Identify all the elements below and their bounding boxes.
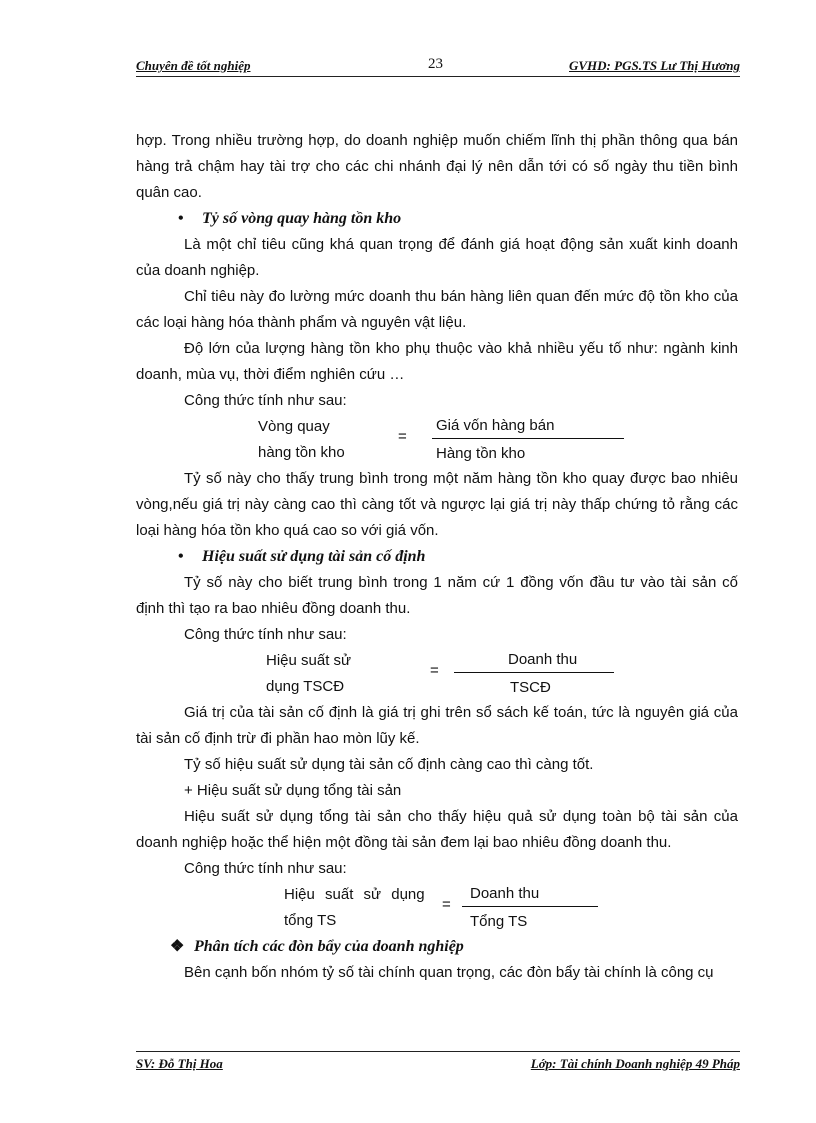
paragraph: Chỉ tiêu này đo lường mức doanh thu bán hàng liên quan đến mức độ tồn kho của các loại hàng hóa thành phẩm và nguyên vật liệu. (136, 288, 738, 331)
formula-inventory-turnover (136, 414, 738, 466)
formula-total-asset-efficiency (136, 882, 738, 934)
formula-left-line1: Hiệu suất sử dụng (284, 886, 425, 903)
formula-denominator: Hàng tồn kho (436, 445, 526, 462)
page-header (136, 56, 740, 77)
fraction-bar (432, 438, 624, 439)
diamond-bullet-icon: ❖ (170, 938, 185, 955)
footer-student: SV: Đỗ Thị Hoa (136, 1056, 223, 1071)
section-heading: • Hiệu suất sử dụng tài sản cố định (136, 544, 738, 570)
paragraph: Giá trị của tài sản cố định là giá trị ghi trên sổ sách kế toán, tức là nguyên giá của tài sản cố định trừ đi phần hao mòn lũy kế. (136, 704, 738, 747)
paragraph: Hiệu suất sử dụng tổng tài sản cho thấy hiệu quả sử dụng toàn bộ tài sản của doanh nghiệp hoặc thể hiện một đồng tài sản đem lại bao nhiêu đồng doanh thu. (136, 808, 738, 851)
paragraph: hợp. Trong nhiều trường hợp, do doanh nghiệp muốn chiếm lĩnh thị phần thông qua bán hàng trả chậm hay tài trợ cho các chi nhánh đại lý nên dẫn tới có số ngày thu tiền bình quân cao. (136, 132, 738, 201)
formula-numerator: Doanh thu (470, 885, 540, 902)
paragraph: Tỷ số này cho biết trung bình trong 1 năm cứ 1 đồng vốn đầu tư vào tài sản cố định thì tạo ra bao nhiêu đồng doanh thu. (136, 574, 738, 617)
formula-left-line2: dụng TSCĐ (266, 678, 345, 695)
formula-denominator: Tổng TS (470, 913, 528, 930)
bullet-icon: • (178, 210, 184, 227)
formula-left-line2: tổng TS (284, 912, 337, 929)
section-heading: ❖ Phân tích các đòn bẩy của doanh nghiệp (136, 934, 738, 960)
paragraph: + Hiệu suất sử dụng tổng tài sản (184, 782, 402, 799)
header-supervisor: GVHD: PGS.TS Lư Thị Hương (569, 58, 740, 73)
formula-numerator: Giá vốn hàng bán (436, 417, 555, 434)
formula-left-line1: Hiệu suất sử (266, 652, 352, 669)
paragraph: Độ lớn của lượng hàng tồn kho phụ thuộc vào khả nhiều yếu tố như: ngành kinh doanh, mùa vụ, thời điểm nghiên cứu … (136, 340, 738, 383)
page-number: 23 (428, 56, 443, 72)
fraction-bar (454, 672, 614, 673)
formula-fixed-asset-efficiency (136, 648, 738, 700)
header-title: Chuyên đề tốt nghiệp (136, 58, 251, 73)
page-footer (136, 1051, 740, 1072)
bullet-icon: • (178, 548, 184, 565)
formula-left-line1: Vòng quay (258, 418, 330, 435)
formula-denominator: TSCĐ (510, 679, 551, 696)
footer-class: Lớp: Tài chính Doanh nghiệp 49 Pháp (530, 1056, 740, 1071)
formula-equals: = (398, 428, 407, 445)
paragraph: Bên cạnh bốn nhóm tỷ số tài chính quan trọng, các đòn bẩy tài chính là công cụ (184, 964, 714, 981)
fraction-bar (462, 906, 598, 907)
paragraph: Công thức tính như sau: (184, 392, 347, 409)
document-body (136, 128, 738, 986)
paragraph: Là một chỉ tiêu cũng khá quan trọng để đánh giá hoạt động sản xuất kinh doanh của doanh nghiệp. (136, 236, 738, 279)
paragraph: Tỷ số này cho thấy trung bình trong một năm hàng tồn kho quay được bao nhiêu vòng,nếu giá trị này càng cao thì càng tốt và ngược lại giá trị này thấp chứng tỏ rằng các loại hàng hóa tồn kho quá cao so với giá vốn. (136, 470, 738, 539)
paragraph: Công thức tính như sau: (184, 626, 347, 643)
paragraph: Tỷ số hiệu suất sử dụng tài sản cố định càng cao thì càng tốt. (184, 756, 594, 773)
formula-left-line2: hàng tồn kho (258, 444, 345, 461)
formula-equals: = (442, 896, 451, 913)
formula-numerator: Doanh thu (508, 651, 578, 668)
formula-equals: = (430, 662, 439, 679)
paragraph: Công thức tính như sau: (184, 860, 347, 877)
section-heading: • Tỷ số vòng quay hàng tồn kho (136, 206, 738, 232)
